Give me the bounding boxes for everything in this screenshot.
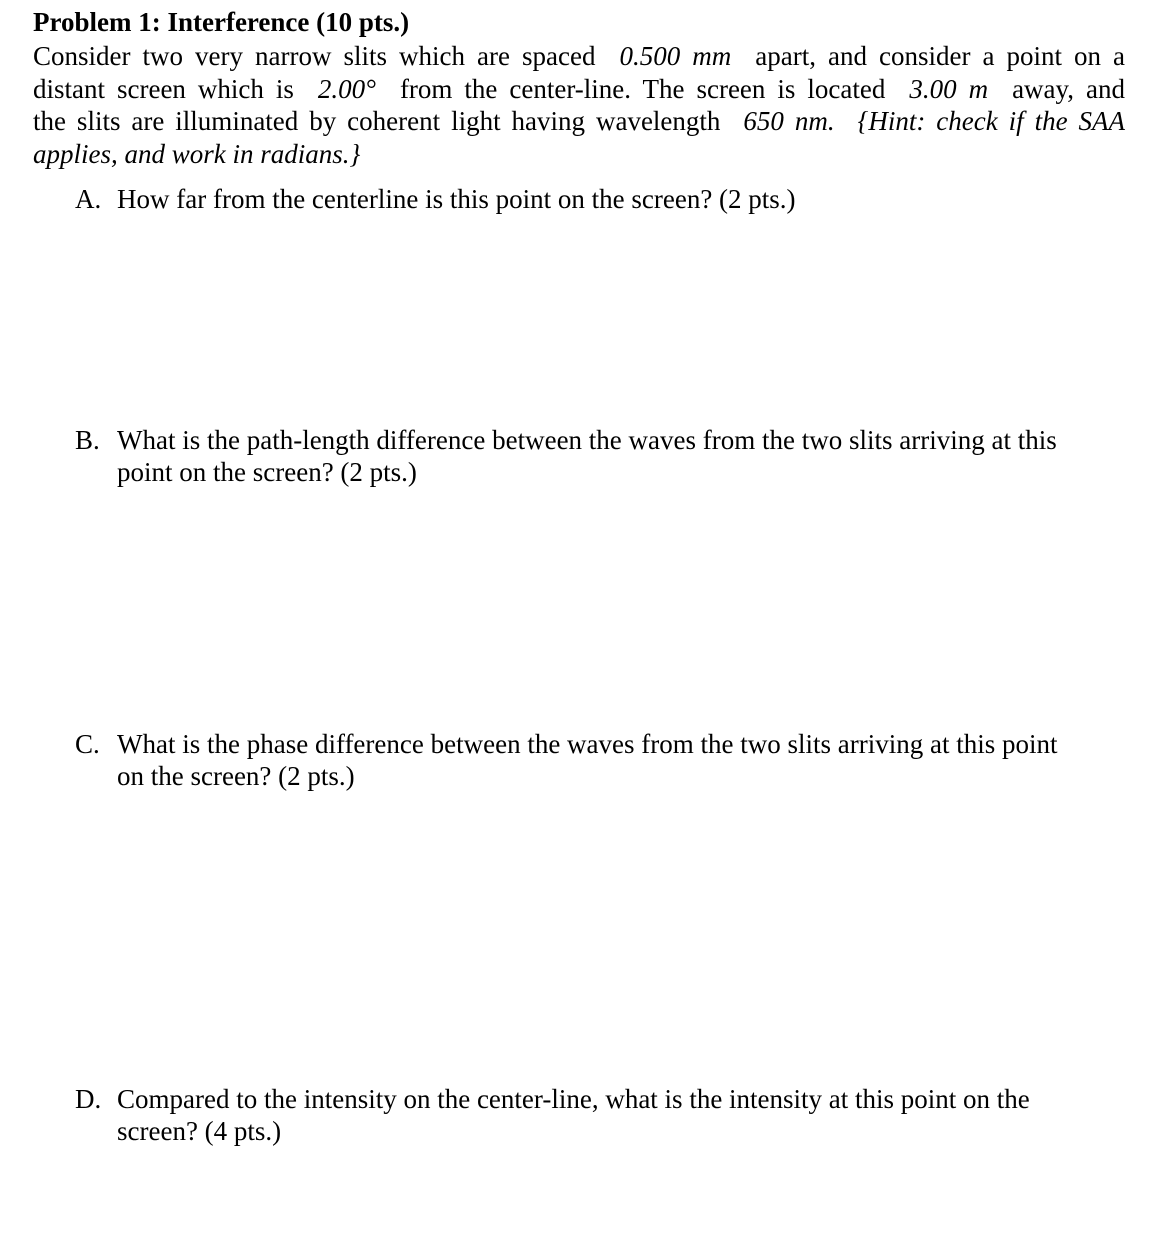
problem-title: Problem 1: Interference (10 pts.) (33, 7, 410, 37)
angle-value: 2.00° (317, 73, 376, 104)
problem-statement (33, 40, 1125, 170)
question-text: screen? (4 pts.) (117, 1116, 282, 1146)
statement-line-2: distant screen which is 2.00° from the center-line. The screen is located 3.00 m away, and (33, 73, 1125, 104)
hint-text: {Hint: check if the SAA (857, 106, 1126, 136)
statement-line-4: applies, and work in radians.} (33, 138, 361, 169)
question-text: What is the phase difference between the waves from the two slits arriving at this point (117, 729, 1058, 759)
question-text: point on the screen? (2 pts.) (117, 457, 417, 487)
question-letter: C. (75, 729, 100, 759)
statement-line-1: Consider two very narrow slits which are spaced 0.500 mm apart, and consider a point on a (33, 41, 1125, 71)
question-text: Compared to the intensity on the center-line, what is the intensity at this point on the (117, 1084, 1030, 1114)
question-d (75, 1083, 1105, 1147)
question-text: on the screen? (2 pts.) (117, 761, 355, 791)
screen-distance-value: 3.00 m (909, 73, 989, 104)
question-b (75, 424, 1105, 488)
question-text: What is the path-length difference between the waves from the two slits arriving at this (117, 425, 1057, 455)
question-letter: B. (75, 425, 100, 455)
wavelength-value: 650 nm. (743, 106, 835, 136)
question-letter: D. (75, 1084, 102, 1114)
question-c (75, 728, 1105, 792)
question-a (75, 183, 1105, 215)
statement-line-3: the slits are illuminated by coherent light having wavelength 650 nm. {Hint: check if the SAA (33, 106, 1126, 136)
question-letter: A. (75, 184, 102, 214)
slit-spacing-value: 0.500 mm (619, 41, 732, 71)
question-text: How far from the centerline is this point on the screen? (2 pts.) (117, 184, 796, 214)
